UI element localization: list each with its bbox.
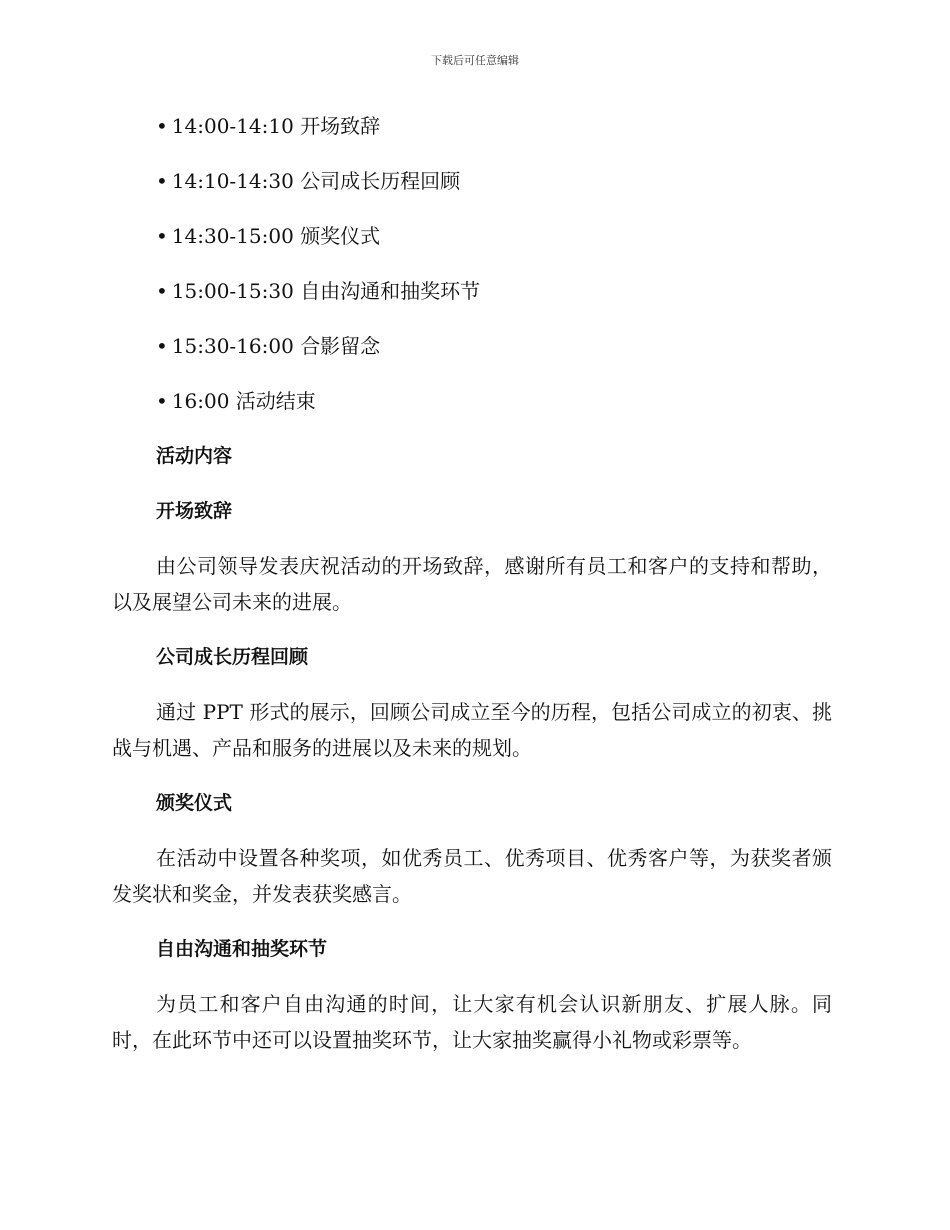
schedule-item bbox=[112, 328, 832, 364]
schedule-label: 颁奖仪式 bbox=[300, 224, 381, 248]
section-heading-opening: 开场致辞 bbox=[156, 500, 233, 522]
schedule-item bbox=[112, 108, 832, 144]
section-heading-awards: 颁奖仪式 bbox=[156, 792, 233, 814]
section-heading-networking: 自由沟通和抽奖环节 bbox=[156, 938, 328, 960]
schedule-label: 自由沟通和抽奖环节 bbox=[300, 279, 481, 303]
schedule-list bbox=[112, 108, 832, 419]
bullet-icon: • bbox=[156, 114, 168, 138]
schedule-time: 14:30-15:00 bbox=[171, 224, 294, 248]
schedule-time: 15:30-16:00 bbox=[171, 334, 294, 358]
schedule-time: 16:00 bbox=[171, 389, 230, 413]
bullet-icon: • bbox=[156, 279, 168, 303]
schedule-item bbox=[112, 273, 832, 309]
schedule-item bbox=[112, 218, 832, 254]
schedule-time: 14:00-14:10 bbox=[171, 114, 294, 138]
schedule-item bbox=[112, 163, 832, 199]
bullet-icon: • bbox=[156, 334, 168, 358]
section-body-awards: 在活动中设置各种奖项，如优秀员工、优秀项目、优秀客户等，为获奖者颁发奖状和奖金，并发表获奖感言。 bbox=[112, 846, 832, 906]
bullet-icon: • bbox=[156, 224, 168, 248]
document-body bbox=[112, 108, 832, 1077]
section-heading-history: 公司成长历程回顾 bbox=[156, 646, 309, 668]
schedule-label: 活动结束 bbox=[235, 389, 316, 413]
bullet-icon: • bbox=[156, 169, 168, 193]
page-header-note: 下载后可任意编辑 bbox=[431, 54, 519, 67]
section-body-networking: 为员工和客户自由沟通的时间，让大家有机会认识新朋友、扩展人脉。同时，在此环节中还可以设置抽奖环节，让大家抽奖赢得小礼物或彩票等。 bbox=[112, 992, 832, 1052]
section-body-opening: 由公司领导发表庆祝活动的开场致辞，感谢所有员工和客户的支持和帮助，以及展望公司未来的进展。 bbox=[112, 554, 832, 614]
schedule-item bbox=[112, 383, 832, 419]
schedule-label: 公司成长历程回顾 bbox=[300, 169, 461, 193]
content-title: 活动内容 bbox=[156, 445, 233, 467]
bullet-icon: • bbox=[156, 389, 168, 413]
schedule-label: 开场致辞 bbox=[300, 114, 381, 138]
schedule-time: 15:00-15:30 bbox=[171, 279, 294, 303]
section-body-history: 通过 PPT 形式的展示，回顾公司成立至今的历程，包括公司成立的初衷、挑战与机遇、产品和服务的进展以及未来的规划。 bbox=[112, 700, 832, 760]
schedule-label: 合影留念 bbox=[300, 334, 381, 358]
schedule-time: 14:10-14:30 bbox=[171, 169, 294, 193]
